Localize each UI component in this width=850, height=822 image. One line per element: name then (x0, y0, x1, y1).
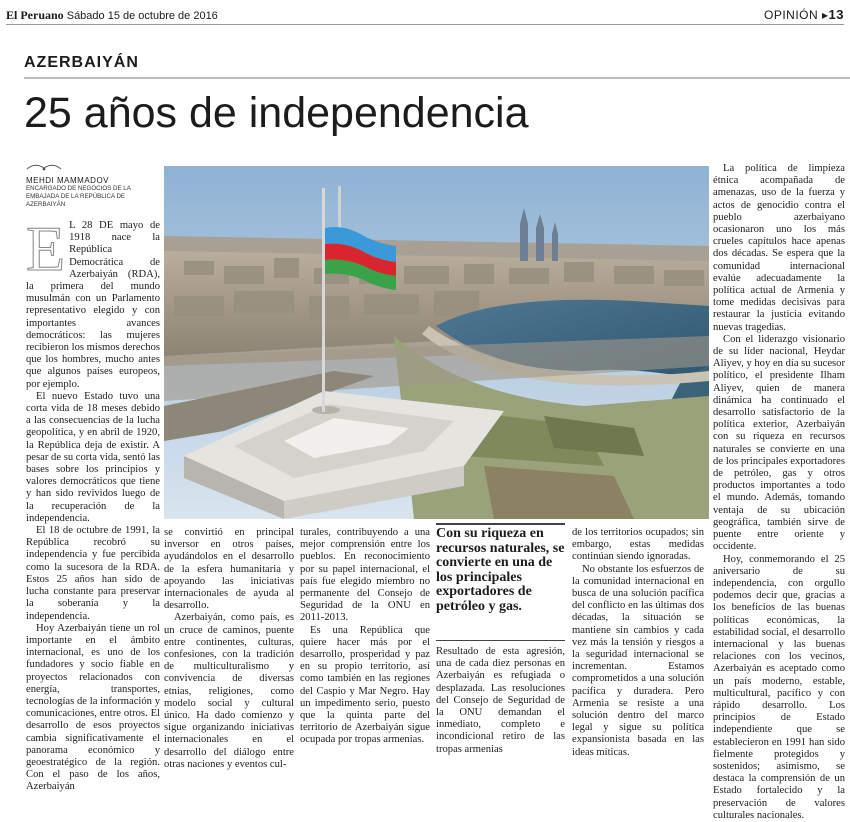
paragraph: El nuevo Estado tuvo una corta vida de 18 meses debido a las consecuencias de la lucha geopolítica, y en abril de 1920, la República deja de existir. A pesar de su corta vida, sentó las bases sobre los principios y valores democráticos que tiene y han sido revividos luego de la recuperación de la independencia. (26, 390, 160, 524)
column-2 (164, 527, 294, 771)
pull-quote: Con su riqueza en recursos naturales, se convierte en una de los principales exportadores de petróleo y gas. (436, 526, 565, 614)
header-right (764, 7, 844, 22)
paragraph (26, 213, 160, 391)
baku-panorama-image (164, 166, 709, 519)
kicker-rule (24, 77, 850, 79)
author-name: MEHDI MAMMADOV (26, 176, 109, 185)
section-name: OPINIÓN (763, 8, 819, 22)
paragraph: Resultado de esta agresión, una de cada diez personas en Azerbaiyán es refugiada o desplazada. Las resoluciones del Consejo de Seguridad de la ONU demandan el inmediato, completo e incondicional retiro de las tropas armenias (436, 646, 565, 755)
column-3 (300, 527, 430, 747)
header-left (6, 8, 218, 23)
column-6 (713, 163, 845, 822)
paragraph: turales, contribuyendo a una mejor comprensión entre los pueblos. En reconocimiento por su papel internacional, el país fue elegido miembro no permanente del Consejo de Seguridad de la ONU en 2011-2013. (300, 527, 430, 624)
paragraph: se convirtió en principal inversor en otros países, ayudándolos en el desarrollo de la esfera humanitaria y apoyando las iniciativas internacionales de ayuda al desarrollo. (164, 527, 294, 612)
column-1 (26, 213, 160, 794)
ornament-icon (26, 162, 161, 174)
headline: 25 años de independencia (24, 89, 529, 137)
paragraph: Azerbaiyán, como país, es un cruce de caminos, puente entre continentes, culturas, confesiones, con la tradición de multiculturalismo y convivencia de diversas etnias, religiones, como modelo social y cultural único. Ha dado comienzo y sigue organizando iniciativas internacionales en el desarrollo del diálogo entre otras naciones y eventos cul- (164, 612, 294, 770)
newspaper-brand: El Peruano (6, 8, 64, 22)
paragraph: Es una República que quiere hacer más por el desarrollo, prosperidad y paz en su propio territorio, así como también en las regiones del Caspio y Mar Negro. Hay un impedimento serio, puesto que la quinta parte del territorio de Azerbaiyán sigue ocupada por tropas armenias. (300, 624, 430, 746)
paragraph: Con el liderazgo visionario de su líder nacional, Heydar Aliyev, y hoy en día su sucesor político, el presidente Ilham Aliyev, quien de manera dinámica ha continuado el desarrollo satisfactorio de la política exterior, Azerbaiyán con su riqueza en recursos naturales se convierte en una de los principales exportadores de petróleo, gas y otros productos importantes a todo el mundo. Además, tomando ventaja de su ubicación geográfica, también sirve de puente entre oriente y occidente. (713, 333, 846, 553)
issue-date: Sábado 15 de octubre de 2016 (63, 10, 218, 22)
paragraph: Hoy, conmemorando el 25 aniversario de su independencia, con orgullo podemos decir que, gracias a los beneficios de las buenas políticas económicas, la estabilidad social, el desarrollo internacional y las buenas relaciones con los vecinos, Azerbaiyán es aceptado como un país moderno, estable, multicultural, pacífico y con rápido desarrollo. Los principios de Estado independiente que se establecieron en 1991 han sido fielmente protegidos y sostenidos; asimismo, se destaca la comprensión de un Estado fortalecido y la preservación de valores culturales nacionales. (713, 553, 845, 821)
header-rule (6, 24, 844, 25)
paragraph-text: L 28 DE mayo de 1918 nace la República Democrática de Azerbaiyán (RDA), la primera del mundo musulmán con un Parlamento representativo elegido y con importantes avances democráticos: las mujeres recibieron los mismos derechos que los hombres, mucho antes que algunos países europeos, por ejemplo. (26, 220, 160, 390)
pull-quote-rule-bottom (436, 640, 565, 641)
paragraph: de los territorios ocupados; sin embargo, estas medidas continúan siendo ignoradas. (572, 527, 704, 563)
author-role: ENCARGADO DE NEGOCIOS DE LA EMBAJADA DE LA REPÚBLICA DE AZERBAIYÁN (26, 185, 131, 208)
paragraph: Hoy Azerbaiyán tiene un rol importante en el ámbito internacional, es uno de los fundadores y socio fiable en proyectos relacionados con energía, transportes, tecnologías de la información y comunicaciones, entre otros. El desarrollo de esos proyectos cambia significativamente el panorama económico y geoestratégico de la región. Con el paso de los años, Azerbaiyán (26, 622, 160, 793)
byline (26, 162, 161, 209)
page-number: 13 (828, 7, 844, 22)
column-5 (572, 527, 704, 759)
paragraph: El 18 de octubre de 1991, la República recobró su independencia y fue percibida como la sucesora de la RDA. Estos 25 años han sido de lucha constante para preservar la soberanía y la independencia. (26, 525, 160, 622)
kicker: AZERBAIYÁN (24, 54, 139, 71)
paragraph: No obstante los esfuerzos de la comunidad internacional en busca de una solución pacífica del conflicto en las últimas dos décadas, la situación se mantiene sin cambios y cada vez más la tensión y riesgos a la seguridad internacional se incrementan. Estamos comprometidos a una solución pacífica y duradera. Pero Armenia se resiste a una solución dentro del marco legal y sigue su política expansionista basada en las ideas míticas. (572, 563, 704, 758)
pull-quote-rule (436, 523, 565, 525)
paragraph: La política de limpieza étnica acompañada de amenazas, uso de la fuerza y actos de genocidio contra el pueblo azerbaiyano ocasionaron uno los más crueles capítulos hace apenas dos décadas. Se espera que la comunidad internacional evalúe adecuadamente la política actual de Armenia y tome medidas decisivas para restaurar la justicia evitando nuevas tragedias. (713, 163, 845, 333)
column-4 (436, 646, 565, 756)
article-photo (164, 166, 709, 519)
page-header (6, 6, 844, 24)
drop-cap: E (26, 213, 66, 284)
separator-icon: ▸ (822, 8, 829, 22)
